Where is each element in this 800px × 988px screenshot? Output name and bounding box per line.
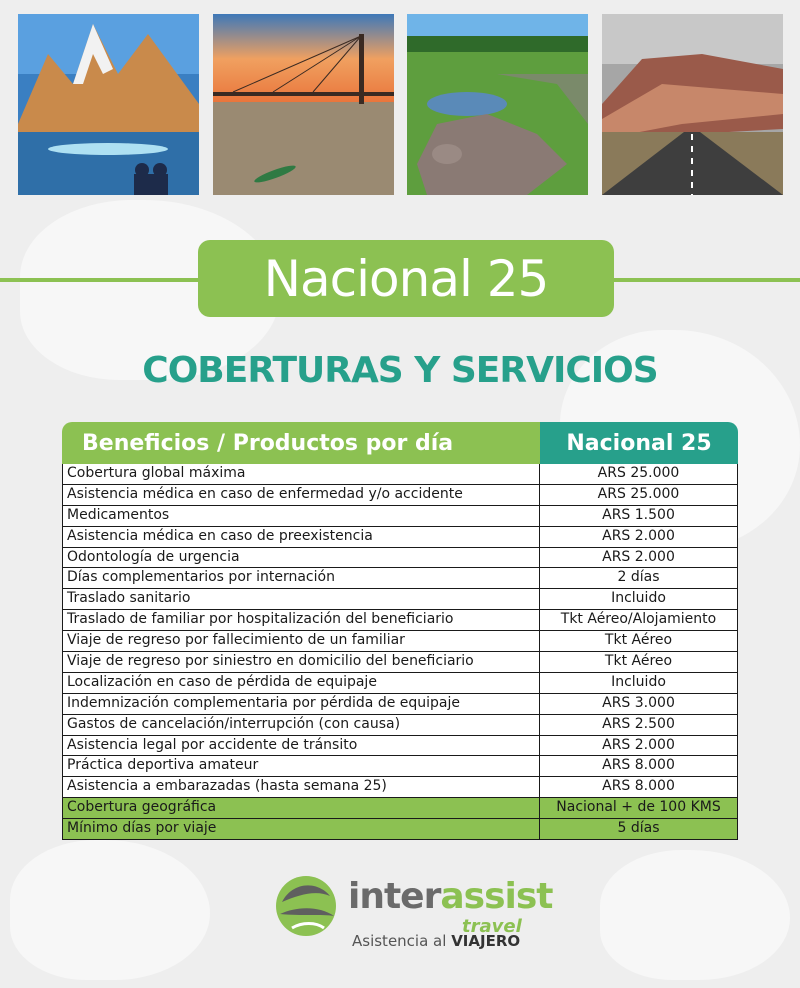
benefit-value: ARS 25.000: [540, 464, 738, 485]
logo-inter: inter: [348, 876, 441, 917]
table-row: [62, 464, 738, 485]
benefit-label: Traslado de familiar por hospitalización del beneficiario: [62, 610, 540, 631]
river-rocks-photo: [407, 14, 588, 195]
benefit-value: Tkt Aéreo: [540, 652, 738, 673]
benefit-value: ARS 2.000: [540, 527, 738, 548]
benefit-value: Incluido: [540, 673, 738, 694]
benefit-label: Medicamentos: [62, 506, 540, 527]
benefit-value: ARS 2.000: [540, 548, 738, 569]
section-heading: COBERTURAS Y SERVICIOS: [142, 350, 658, 391]
plan-title-banner: [198, 240, 614, 317]
table-header: [62, 422, 738, 464]
table-body: [62, 464, 738, 840]
benefit-value: ARS 3.000: [540, 694, 738, 715]
mountain-lake-photo: [18, 14, 199, 195]
table-row: [62, 715, 738, 736]
benefit-label: Indemnización complementaria por pérdida de equipaje: [62, 694, 540, 715]
benefit-value: ARS 8.000: [540, 777, 738, 798]
tagline-prefix: Asistencia al: [352, 932, 447, 950]
table-row: [62, 527, 738, 548]
benefit-label: Asistencia médica en caso de preexistencia: [62, 527, 540, 548]
benefit-label: Práctica deportiva amateur: [62, 756, 540, 777]
map-background-shape: [600, 850, 790, 980]
benefit-label: Asistencia médica en caso de enfermedad y/o accidente: [62, 485, 540, 506]
table-row: [62, 485, 738, 506]
benefit-label: Cobertura geográfica: [62, 798, 540, 819]
benefit-label: Asistencia legal por accidente de tránsito: [62, 736, 540, 757]
logo-tagline: [352, 932, 520, 950]
logo-assist: assist: [440, 876, 553, 917]
benefit-value: ARS 8.000: [540, 756, 738, 777]
header-plan: Nacional 25: [540, 422, 738, 464]
benefit-value: Nacional + de 100 KMS: [540, 798, 738, 819]
table-row: [62, 736, 738, 757]
table-row: [62, 568, 738, 589]
table-row: [62, 819, 738, 840]
interassist-logo: [272, 868, 553, 958]
benefit-label: Viaje de regreso por siniestro en domicilio del beneficiario: [62, 652, 540, 673]
table-row: [62, 777, 738, 798]
table-row: [62, 694, 738, 715]
benefit-label: Días complementarios por internación: [62, 568, 540, 589]
benefit-label: Traslado sanitario: [62, 589, 540, 610]
logo-wordmark: [348, 876, 552, 917]
benefit-value: ARS 2.500: [540, 715, 738, 736]
benefit-value: Tkt Aéreo: [540, 631, 738, 652]
benefit-label: Gastos de cancelación/interrupción (con causa): [62, 715, 540, 736]
map-background-shape: [10, 840, 210, 980]
benefit-value: 2 días: [540, 568, 738, 589]
benefit-label: Mínimo días por viaje: [62, 819, 540, 840]
benefit-value: ARS 25.000: [540, 485, 738, 506]
table-row: [62, 506, 738, 527]
desert-road-photo: [602, 14, 783, 195]
benefit-label: Odontología de urgencia: [62, 548, 540, 569]
table-row: [62, 610, 738, 631]
benefit-value: Tkt Aéreo/Alojamiento: [540, 610, 738, 631]
benefit-value: Incluido: [540, 589, 738, 610]
table-row: [62, 631, 738, 652]
tagline-bold: VIAJERO: [451, 932, 521, 950]
benefit-label: Cobertura global máxima: [62, 464, 540, 485]
logo-travel: travel: [462, 916, 522, 937]
benefit-label: Localización en caso de pérdida de equipaje: [62, 673, 540, 694]
table-row: [62, 548, 738, 569]
bridge-sunset-photo: [213, 14, 394, 195]
benefit-value: ARS 2.000: [540, 736, 738, 757]
table-row: [62, 756, 738, 777]
coverage-table: [62, 422, 738, 840]
plan-title: Nacional 25: [263, 249, 549, 308]
benefit-label: Viaje de regreso por fallecimiento de un familiar: [62, 631, 540, 652]
table-row: [62, 589, 738, 610]
benefit-value: 5 días: [540, 819, 738, 840]
table-row: [62, 798, 738, 819]
photo-strip: [18, 14, 784, 195]
table-row: [62, 673, 738, 694]
header-benefits: Beneficios / Productos por día: [62, 422, 540, 464]
table-row: [62, 652, 738, 673]
globe-icon: [272, 872, 340, 940]
benefit-value: ARS 1.500: [540, 506, 738, 527]
benefit-label: Asistencia a embarazadas (hasta semana 25): [62, 777, 540, 798]
